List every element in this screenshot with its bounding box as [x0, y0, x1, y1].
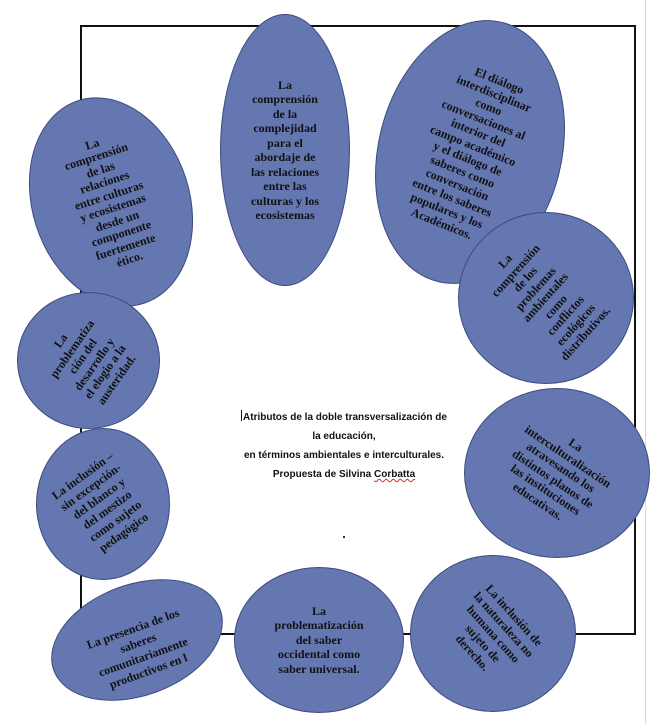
node-interculturalizacion: [464, 388, 650, 558]
node-label: El diálogo interdisciplinar como conversaciones al interior del campo académico y el diálogo de saberes como conversación entre los saberes populares y los Académicos.: [408, 64, 533, 242]
center-title-line-1: [232, 408, 456, 427]
node-label: La comprensión de la complejidad para el abordaje de las relaciones entre las culturas y los ecosistemas: [250, 77, 320, 222]
text-cursor: [241, 410, 242, 421]
node-label: La inclusión – sin excepción- del blanco y del mestizo como sujeto pedagógico: [49, 448, 151, 555]
node-label: La comprensión de los problemas ambientales como conflictos ecológicos distributivos.: [488, 241, 614, 364]
center-title-line-4: [232, 465, 456, 484]
author-prefix: Propuesta de Silvina: [272, 469, 375, 480]
node-label: La problematización del saber occidental como saber universal.: [274, 603, 364, 676]
node-label: La inclusión de la naturaleza no humana como sujeto de derecho.: [452, 581, 546, 674]
node-problematizacion-saber-occidental: [234, 567, 404, 713]
node-label: La problematiza ción del desarrollo y el elogio a la austeridad.: [46, 316, 138, 408]
author-name: Corbatta: [374, 469, 416, 480]
center-title-text-1: Atributos de la doble transversalización de: [243, 412, 447, 423]
center-title: [232, 408, 456, 484]
node-inclusion-naturaleza: [410, 555, 576, 712]
node-label: La comprensión de las relaciones entre culturas y ecosistemas desde un componente fuertemente ético.: [62, 134, 158, 270]
stray-dot: [343, 536, 345, 538]
node-label: La presencia de los saberes comunitariamente productivos en l: [84, 605, 190, 692]
node-problemas-ambientales: [458, 212, 634, 384]
node-problematizacion-desarrollo: [17, 292, 160, 429]
node-inclusion-sujeto-pedagogico: [36, 428, 170, 580]
center-title-line-2: la educación,: [312, 431, 376, 442]
node-comprension-complejidad: [220, 14, 350, 286]
page-edge-line: [645, 0, 646, 724]
node-label: La interculturalización atravesando los distintos planos de las instituciones educativas.: [508, 421, 615, 523]
center-title-line-3: en términos ambientales e interculturales.: [243, 450, 445, 461]
